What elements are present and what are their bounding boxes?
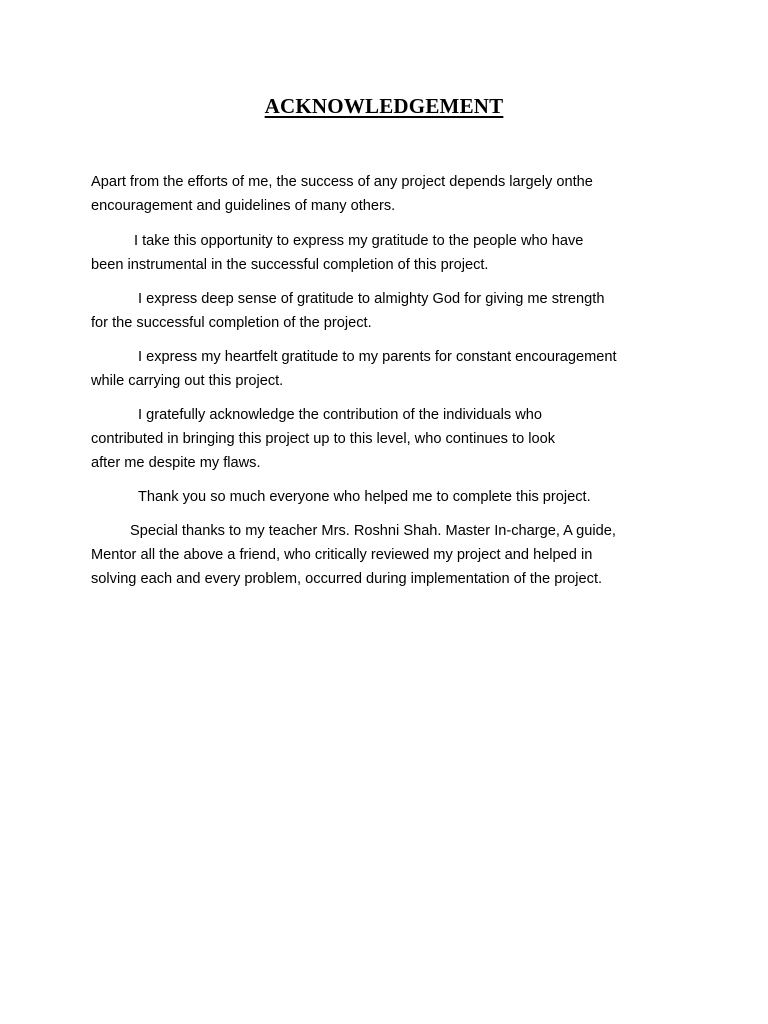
paragraph-line: Special thanks to my teacher Mrs. Roshni Shah. Master In-charge, A guide, bbox=[130, 523, 616, 539]
paragraph-line: I express deep sense of gratitude to almighty God for giving me strength bbox=[138, 291, 605, 307]
paragraph-line: Apart from the efforts of me, the success of any project depends largely onthe bbox=[91, 174, 593, 190]
paragraph-line: after me despite my flaws. bbox=[91, 455, 261, 471]
paragraph-line: contributed in bringing this project up to this level, who continues to look bbox=[91, 431, 556, 447]
paragraph-line: solving each and every problem, occurred during implementation of the project. bbox=[91, 571, 603, 587]
paragraph-line: I take this opportunity to express my gratitude to the people who have bbox=[134, 233, 584, 249]
paragraph-line: I express my heartfelt gratitude to my parents for constant encouragement bbox=[138, 349, 617, 365]
paragraph-line: for the successful completion of the project. bbox=[91, 315, 372, 331]
paragraph-line: Mentor all the above a friend, who critically reviewed my project and helped in bbox=[91, 547, 593, 563]
paragraph-line: encouragement and guidelines of many others. bbox=[91, 198, 396, 214]
paragraph-line: been instrumental in the successful completion of this project. bbox=[91, 257, 489, 273]
document-title: ACKNOWLEDGEMENT bbox=[264, 94, 504, 118]
paragraph-line: I gratefully acknowledge the contribution of the individuals who bbox=[138, 407, 543, 423]
paragraph-line: Thank you so much everyone who helped me to complete this project. bbox=[138, 489, 591, 505]
paragraph-line: while carrying out this project. bbox=[91, 373, 284, 389]
